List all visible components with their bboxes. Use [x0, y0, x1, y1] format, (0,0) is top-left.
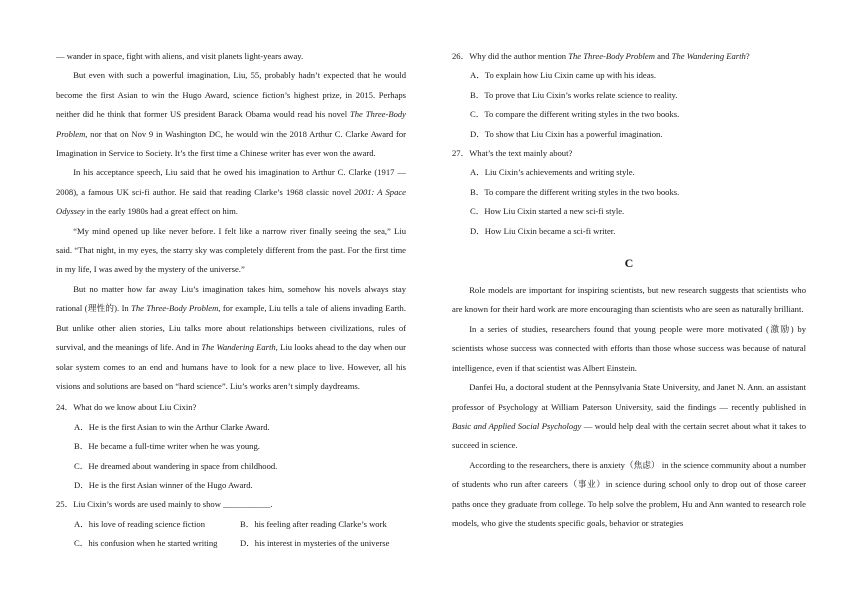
text: Liu looks ahead to the day when our solar system comes to an end and humans have to look for a new place to live. However, all his visions and solutions are based on “hard science”. Liu’s works aren’t simply daydreams. [56, 342, 406, 391]
text: But even with such a powerful imagination, Liu, 55, probably hadn’t expected that he would become the first Asian to win the Hugo Award, science fiction’s highest prize, in 2015. Perhaps neither did he think that former US president Barack Obama would read his novel [56, 70, 406, 120]
question-27: 27．What’s the text mainly about? [452, 148, 573, 159]
text: ? [745, 51, 750, 61]
book-title: The Three-Body Problem [56, 109, 406, 139]
journal-title: Basic and Applied Social Psychology [452, 420, 582, 431]
q27-option-d: D．How Liu Cixin became a sci-fi writer. [470, 225, 616, 236]
paragraph-quote: “My mind opened up like never before. I felt like a narrow river finally seeing the sea,” Liu said. “That night, in my eyes, the starry sky was completely different from the past. For the first time in my life, I was awed by the mystery of the universe.” [56, 225, 406, 275]
text: in the early 1980s had a great effect on him. [84, 206, 238, 217]
q25-option-d: D．his interest in mysteries of the universe [240, 538, 390, 549]
paragraph-researchers [452, 378, 806, 456]
q25-option-a: A．his love of reading science fiction [74, 518, 206, 529]
book-title: The Three-Body Problem, [131, 303, 221, 314]
text: In his acceptance speech, Liu said that he owed his imagination to Arthur C. Clarke (1917 — 2008), a famous UK sci-fi author. He said that reading Clarke’s 1968 classic novel [56, 167, 406, 197]
paragraph-intro: — wander in space, fight with aliens, and visit planets light-years away. [56, 51, 304, 61]
right-column [452, 47, 806, 533]
q25-options-row-2 [74, 534, 406, 553]
q27-option-c: C．How Liu Cixin started a new sci-fi style. [470, 206, 625, 217]
paragraph-hugo [56, 66, 406, 163]
text: for example, Liu tells a tale of aliens invading Earth. But unlike other alien stories, Liu talks more about relationships between civilizations, rules of survival, and the meanings of life. And in [56, 303, 406, 353]
paragraph-rational [56, 280, 406, 396]
text: — would help deal with the certain secret about what it takes to succeed in science. [452, 420, 806, 451]
q25-option-c: C．his confusion when he started writing [74, 538, 218, 549]
text: , nor that on Nov 9 in Washington DC, he would win the 2018 Arthur C. Clarke Award for Imagination in Service to Society. It’s the first time a Chinese writer has ever won the award. [56, 128, 406, 159]
text: 26．Why did the author mention [452, 51, 569, 61]
paragraph-studies: In a series of studies, researchers found that young people were more motivated (激励) by scientists whose success was connected with efforts than those whose success was because of natural intelligence, even if that scientist was Albert Einstein. [452, 323, 806, 373]
left-column [56, 47, 406, 554]
book-title: The Wandering Earth [671, 51, 746, 61]
question-25: 25．Liu Cixin’s words are used mainly to show ___________. [56, 499, 273, 510]
q26-option-a: A．To explain how Liu Cixin came up with his ideas. [470, 70, 657, 81]
q24-option-c: C．He dreamed about wandering in space from childhood. [74, 460, 278, 471]
q27-option-b: B．To compare the different writing styles in the two books. [470, 186, 680, 197]
text: But no matter how far away Liu’s imagination takes him, somehow his novels always stay rational (理性的). In [56, 283, 406, 314]
book-title: 2001: A Space Odyssey [56, 186, 406, 217]
q26-option-c: C．To compare the different writing styles in the two books. [470, 109, 680, 120]
paragraph-anxiety: According to the researchers, there is anxiety（焦虑） in the science community about a number of students who run after careers（事业）in science during school only to drop out of those career paths once they graduate from college. To help solve the problem, Hu and Ann wanted to research role models, who give the students specific goals, behavior or strategies [452, 459, 806, 528]
q25-option-b: B．his feeling after reading Clarke’s work [240, 518, 387, 529]
text: Danfei Hu, a doctoral student at the Pennsylvania State University, and Janet N. Ann. an assistant professor of Psychology at William Paterson University, said the findings — recently published in [452, 382, 806, 412]
question-26 [452, 47, 806, 66]
paragraph-speech [56, 163, 406, 221]
q27-option-a: A．Liu Cixin’s achievements and writing style. [470, 167, 635, 178]
q24-option-a: A．He is the first Asian to win the Arthur Clarke Award. [74, 421, 270, 432]
book-title: The Three-Body Problem [568, 51, 655, 61]
text: and [654, 51, 672, 61]
book-title: The Wandering Earth, [201, 342, 278, 353]
q24-option-d: D．He is the first Asian winner of the Hugo Award. [74, 479, 253, 490]
question-24: 24．What do we know about Liu Cixin? [56, 402, 197, 413]
section-heading-c: C [624, 256, 634, 271]
q24-option-b: B．He became a full-time writer when he was young. [74, 441, 260, 452]
paragraph-role-models: Role models are important for inspiring scientists, but new research suggests that scientists who are known for their hard work are more encouraging than scientists who are seen as naturally brilliant. [452, 285, 806, 315]
q26-option-d: D．To show that Liu Cixin has a powerful imagination. [470, 128, 663, 139]
q26-option-b: B．To prove that Liu Cixin’s works relate science to reality. [470, 89, 678, 100]
q25-options-row-1 [74, 515, 406, 534]
